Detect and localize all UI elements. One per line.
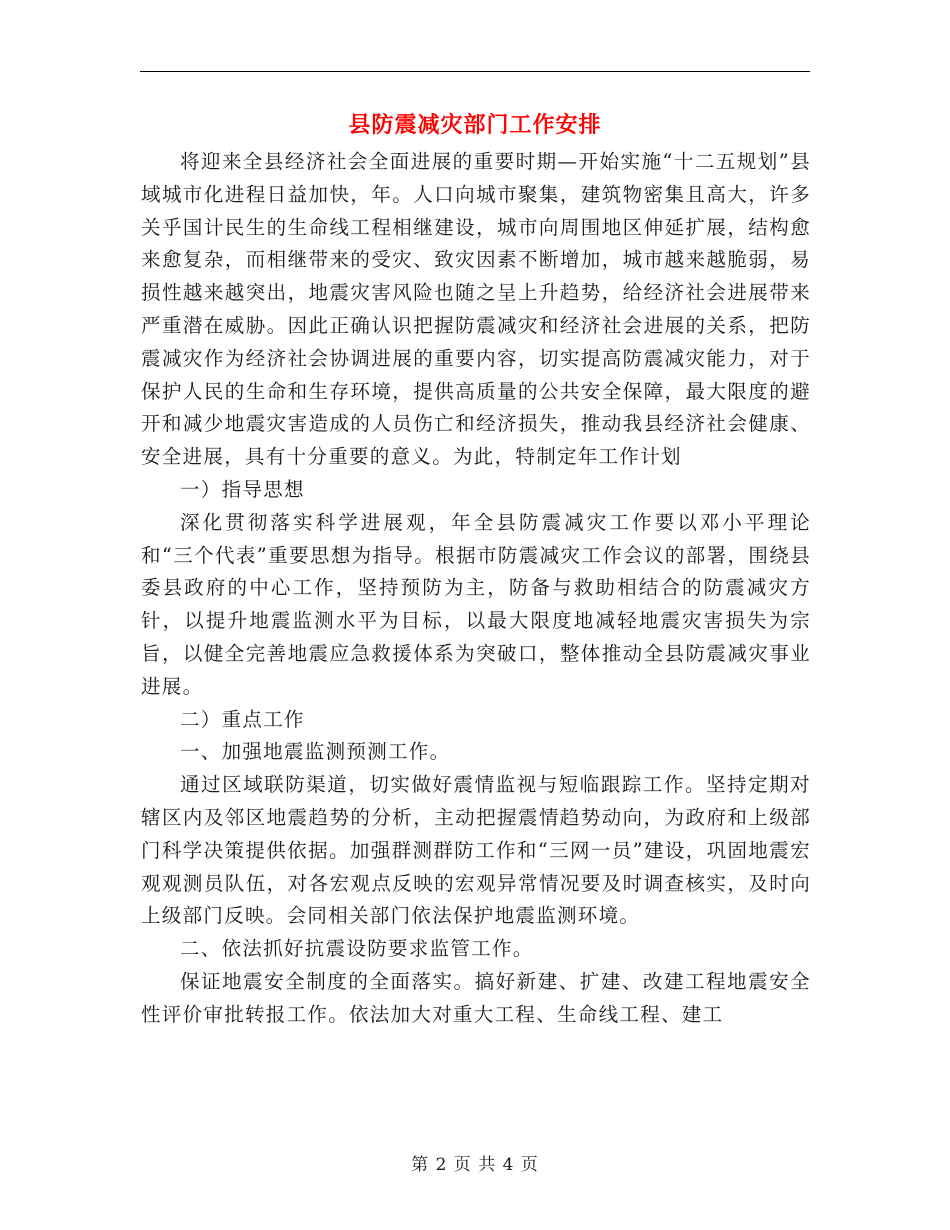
heading-guiding-ideology: 一）指导思想 — [180, 477, 305, 501]
heading-monitoring: 一、加强地震监测预测工作。 — [180, 740, 451, 764]
heading-seismic-fortification: 二、依法抓好抗震设防要求监管工作。 — [180, 937, 534, 961]
header-rule — [140, 71, 810, 72]
paragraph-monitoring: 通过区域联防渠道，切实做好震情监视与短临跟踪工作。坚持定期对辖区内及邻区地震趋势的分析，主动把握震情趋势动向，为政府和上级部门科学决策提供依据。加强群测群防工作和“三网一员”建设，巩固地震宏观观测员队伍，对各宏观点反映的宏观异常情况要及时调查核实，及时向上级部门反映。会同相关部门依法保护地震监测环境。 — [141, 773, 811, 928]
document-title: 县防震减灾部门工作安排 — [348, 112, 602, 138]
page-footer: 第 2 页 共 4 页 — [411, 1155, 539, 1175]
paragraph-guiding-ideology: 深化贯彻落实科学进展观，年全县防震减灾工作要以邓小平理论和“三个代表”重要思想为指导。根据市防震减灾工作会议的部署，围绕县委县政府的中心工作，坚持预防为主，防备与救助相结合的防震减灾方针，以提升地震监测水平为目标，以最大限度地减轻地震灾害损失为宗旨，以健全完善地震应急救援体系为突破口，整体推动全县防震减灾事业进展。 — [141, 510, 811, 698]
paragraph-intro: 将迎来全县经济社会全面进展的重要时期—开始实施“十二五规划”县域城市化进程日益加快，年。人口向城市聚集，建筑物密集且高大，许多关乎国计民生的生命线工程相继建设，城市向周围地区伸延扩展，结构愈来愈复杂，而相继带来的受灾、致灾因素不断增加，城市越来越脆弱，易损性越来越突出，地震灾害风险也随之呈上升趋势，给经济社会进展带来严重潜在威胁。因此正确认识把握防震减灾和经济社会进展的关系，把防震减灾作为经济社会协调进展的重要内容，切实提高防震减灾能力，对于保护人民的生命和生存环境，提供高质量的公共安全保障，最大限度的避开和减少地震灾害造成的人员伤亡和经济损失，推动我县经济社会健康、安全进展，具有十分重要的意义。为此，特制定年工作计划 — [141, 150, 811, 469]
heading-key-work: 二）重点工作 — [180, 707, 305, 731]
document-body — [141, 146, 811, 1032]
paragraph-seismic-fortification: 保证地震安全制度的全面落实。搞好新建、扩建、改建工程地震安全性评价审批转报工作。依法加大对重大工程、生命线工程、建工 — [141, 969, 811, 1026]
